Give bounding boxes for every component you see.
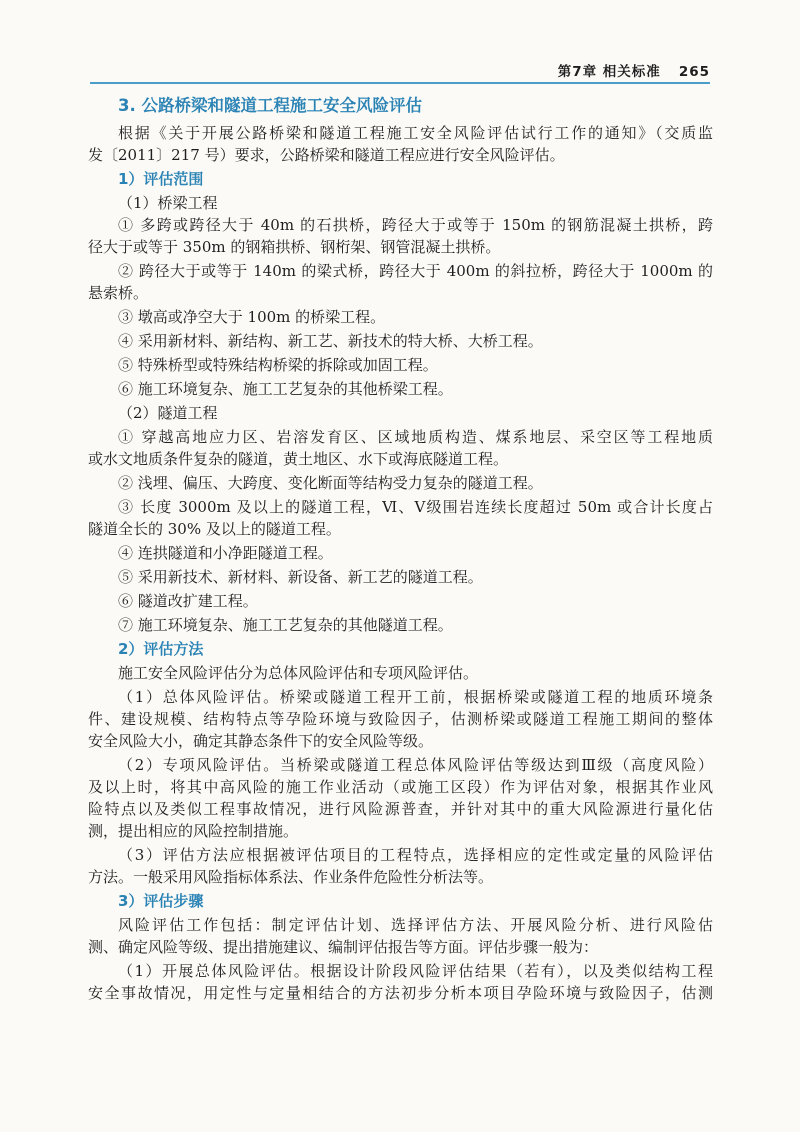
steps-heading: 3）评估步骤 bbox=[118, 892, 204, 910]
text-line: 径大于或等于 350m 的钢箱拱桥、钢桁架、钢管混凝土拱桥。 bbox=[88, 238, 501, 256]
text-line: 方法。一般采用风险指标体系法、作业条件危险性分析法等。 bbox=[88, 868, 494, 886]
methods-paragraph bbox=[88, 844, 713, 888]
text-line: （3）评估方法应根据被评估项目的工程特点，选择相应的定性或定量的风险评估 bbox=[118, 846, 713, 864]
tunnel-item: ⑤ 采用新技术、新材料、新设备、新工艺的隧道工程。 bbox=[118, 568, 483, 586]
text-line: 件、建设规模、结构特点等孕险环境与致险因子，估测桥梁或隧道工程施工期间的整体 bbox=[88, 710, 713, 728]
page-number: 265 bbox=[678, 64, 710, 80]
text-line: ① 穿越高地应力区、岩溶发育区、区域地质构造、煤系地层、采空区等工程地质 bbox=[118, 428, 713, 446]
methods-paragraph bbox=[88, 754, 713, 842]
text-line: ③ 长度 3000m 及以上的隧道工程，Ⅵ、Ⅴ级围岩连续长度超过 50m 或合计长度占 bbox=[118, 498, 713, 516]
tunnel-item: ④ 连拱隧道和小净距隧道工程。 bbox=[118, 544, 333, 562]
text-line: 或水文地质条件复杂的隧道，黄土地区、水下或海底隧道工程。 bbox=[88, 450, 509, 468]
methods-paragraph bbox=[88, 686, 713, 752]
text-line: 安全事故情况，用定性与定量相结合的方法初步分析本项目孕险环境与致险因子，估测 bbox=[88, 984, 713, 1002]
bridge-item: ③ 墩高或净空大于 100m 的桥梁工程。 bbox=[118, 308, 386, 326]
text-line: （2）专项风险评估。当桥梁或隧道工程总体风险评估等级达到Ⅲ级（高度风险） bbox=[118, 756, 713, 774]
text-line: 隧道全长的 30% 及以上的隧道工程。 bbox=[88, 520, 341, 538]
tunnel-item: ② 浅埋、偏压、大跨度、变化断面等结构受力复杂的隧道工程。 bbox=[118, 474, 543, 492]
page-body bbox=[88, 92, 713, 1006]
text-line: ① 多跨或跨径大于 40m 的石拱桥，跨径大于或等于 150m 的钢筋混凝土拱桥，跨 bbox=[118, 216, 713, 234]
text-line: 风险评估工作包括：制定评估计划、选择评估方法、开展风险分析、进行风险估 bbox=[118, 916, 713, 934]
text-line: 测，提出相应的风险控制措施。 bbox=[88, 822, 299, 840]
intro-paragraph bbox=[88, 122, 713, 166]
text-line: 悬索桥。 bbox=[88, 284, 149, 302]
bridge-item bbox=[88, 260, 713, 304]
text-line: 发〔2011〕217 号）要求，公路桥梁和隧道工程应进行安全风险评估。 bbox=[88, 146, 565, 164]
header-rule bbox=[90, 82, 710, 84]
bridge-item: ⑥ 施工环境复杂、施工工艺复杂的其他桥梁工程。 bbox=[118, 380, 453, 398]
bridge-heading: （1）桥梁工程 bbox=[118, 194, 218, 212]
methods-heading: 2）评估方法 bbox=[118, 640, 204, 658]
tunnel-item: ⑦ 施工环境复杂、施工工艺复杂的其他隧道工程。 bbox=[118, 616, 453, 634]
scope-heading: 1）评估范围 bbox=[118, 170, 204, 188]
tunnel-item: ⑥ 隧道改扩建工程。 bbox=[118, 592, 258, 610]
text-line: （1）总体风险评估。桥梁或隧道工程开工前，根据桥梁或隧道工程的地质环境条 bbox=[118, 688, 713, 706]
chapter-title: 第7章 相关标准 bbox=[557, 64, 661, 80]
bridge-item: ④ 采用新材料、新结构、新工艺、新技术的特大桥、大桥工程。 bbox=[118, 332, 543, 350]
steps-paragraph bbox=[88, 914, 713, 958]
running-header bbox=[90, 60, 710, 82]
text-line: （1）开展总体风险评估。根据设计阶段风险评估结果（若有），以及类似结构工程 bbox=[118, 962, 713, 980]
text-line: 及以上时，将其中高风险的施工作业活动（或施工区段）作为评估对象，根据其作业风 bbox=[88, 778, 713, 796]
methods-paragraph: 施工安全风险评估分为总体风险评估和专项风险评估。 bbox=[118, 664, 479, 682]
text-line: 险特点以及类似工程事故情况，进行风险源普查，并针对其中的重大风险源进行量化估 bbox=[88, 800, 713, 818]
tunnel-item bbox=[88, 496, 713, 540]
bridge-item bbox=[88, 214, 713, 258]
text-line: ② 跨径大于或等于 140m 的梁式桥，跨径大于 400m 的斜拉桥，跨径大于 1000m 的 bbox=[118, 262, 713, 280]
tunnel-item bbox=[88, 426, 713, 470]
text-line: 安全风险大小，确定其静态条件下的安全风险等级。 bbox=[88, 732, 434, 750]
tunnel-heading: （2）隧道工程 bbox=[118, 404, 218, 422]
steps-paragraph bbox=[88, 960, 713, 1004]
text-line: 测、确定风险等级、提出措施建议、编制评估报告等方面。评估步骤一般为： bbox=[88, 938, 599, 956]
bridge-item: ⑤ 特殊桥型或特殊结构桥梁的拆除或加固工程。 bbox=[118, 356, 438, 374]
text-line: 根据《关于开展公路桥梁和隧道工程施工安全风险评估试行工作的通知》（交质监 bbox=[118, 124, 713, 142]
section-heading: 3. 公路桥梁和隧道工程施工安全风险评估 bbox=[118, 96, 422, 115]
